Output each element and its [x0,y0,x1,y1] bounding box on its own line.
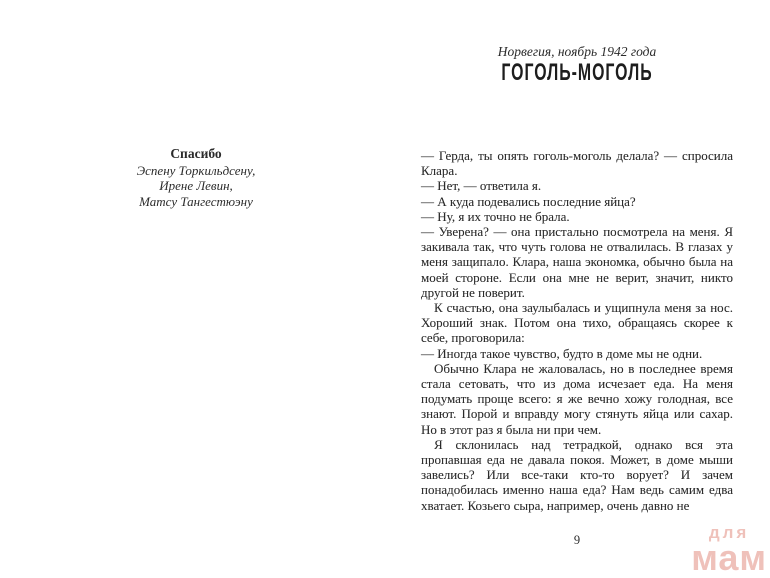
dedication-name-line: Ирене Левин, [159,178,233,193]
right-page [421,0,733,578]
page-number: 9 [573,533,581,547]
body-paragraph: К счастью, она заулыбалась и ущипнула меня за нос. Хороший знак. Потом она тихо, обращаясь скорее к себе, проговорила: [421,300,733,346]
left-page-dedication [85,146,307,209]
body-paragraph: — Иногда такое чувство, будто в доме мы не одни. [421,345,703,361]
body-paragraph: — Уверена? — она пристально посмотрела на меня. Я закивала так, что чуть голова не отвалилась. В глазах у меня защипало. Клара, наша экономка, обычно была на моей стороне. Если она мне не верит, значит, никто другой не поверит. [421,224,733,300]
dedication-name-line: Матсу Тангестюэну [139,193,253,209]
chapter-title: ГОГОЛЬ-МОГОЛЬ [501,59,653,86]
site-watermark [691,524,767,576]
body-paragraph: Я склонилась над тетрадкой, однако вся эта пропавшая еда не давала покоя. Может, в доме мыши завелись? Или все-таки кто-то ворует? И зачем понадобилась именно наша еда? Нам ведь самим едва хватает. Козьего сыра, например, очень давно не [421,436,733,513]
body-paragraph: — Герда, ты опять гоголь-моголь делала? — спросила Клара. [421,148,733,179]
watermark-line-1: для [708,523,750,542]
dedication-names [85,163,307,210]
body-paragraph: — Ну, я их точно не брала. [421,208,570,224]
watermark-line-2: мам [691,537,767,578]
body-paragraph: Обычно Клара не жаловалась, но в последнее время стала сетовать, что из дома исчезает еда. На меня подумать проще всего: я же вечно хожу голодная, все знают. Порой и вправду могу стянуть яйца или сахар. Но в этот раз я была ни при чем. [421,360,733,437]
chapter-location-date: Норвегия, ноябрь 1942 года [497,44,657,59]
dedication-name-line: Эспену Торкильдсену, [136,162,256,178]
body-paragraph: — Нет, — ответила я. [421,178,542,194]
chapter-body-text [421,148,733,513]
dedication-title: Спасибо [170,146,222,161]
body-paragraph: — А куда подевались последние яйца? [421,193,636,209]
